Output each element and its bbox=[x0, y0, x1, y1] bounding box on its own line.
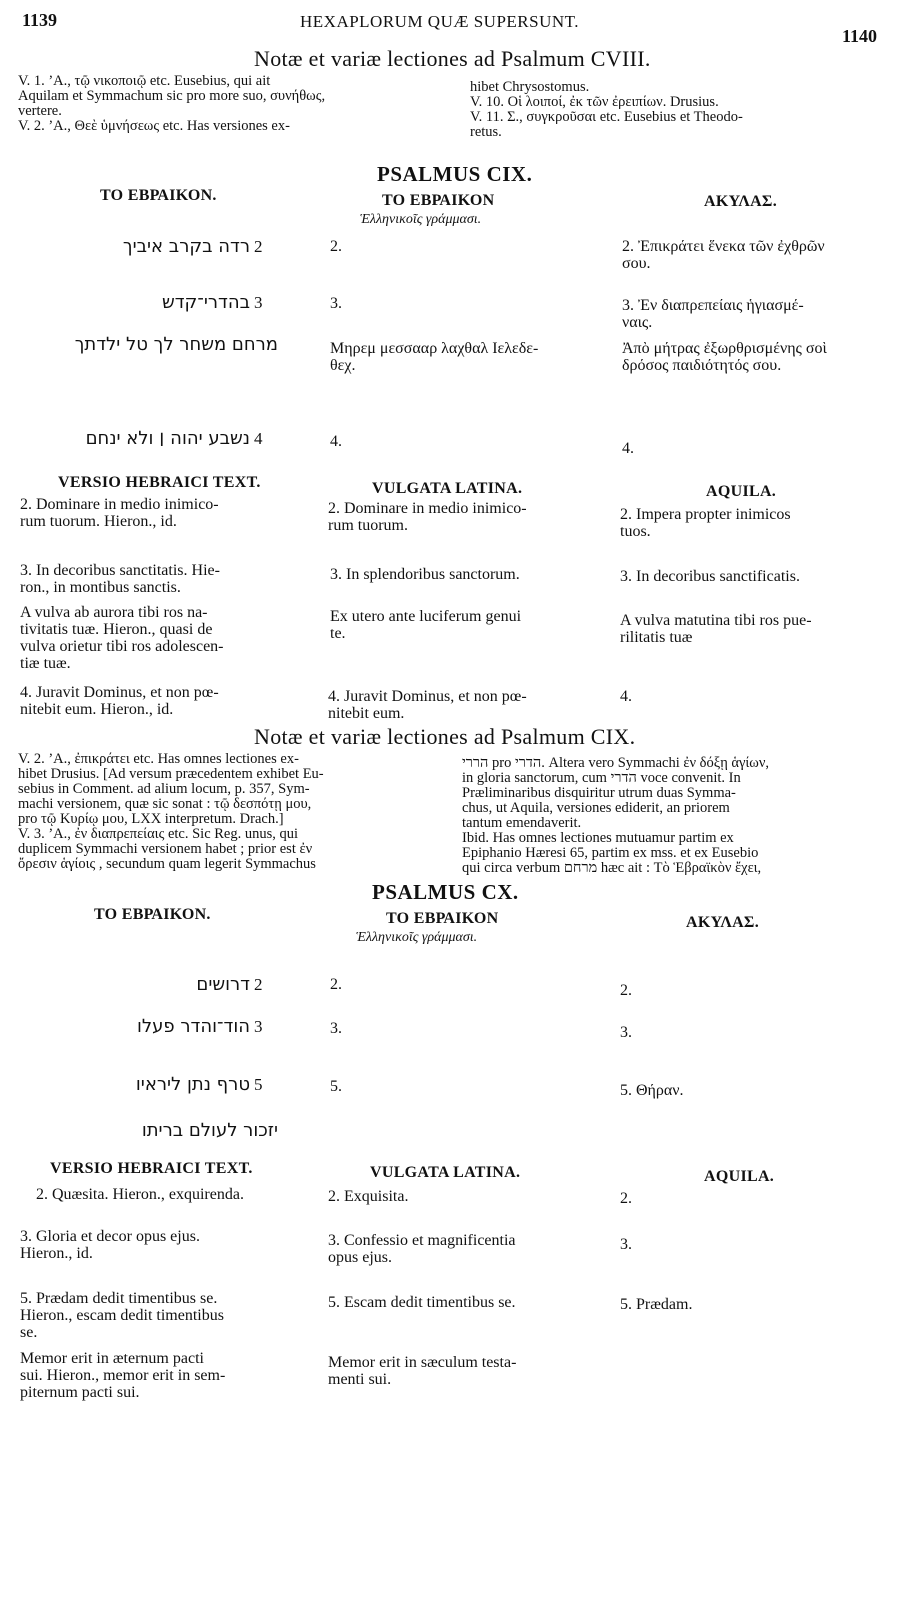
ps109-row-hebrew bbox=[30, 428, 278, 449]
hebrew-verse: בהדרי־קדש bbox=[161, 292, 250, 313]
notes-ps109-right: הררי pro הדרי. Altera vero Symmachi ἐν δόξῃ ἁγίων, in gloria sanctorum, cum הדרי voce convenit. In Præliminaribus disquiritur utrum duas Symma- chus, ut Aquila, versiones ediderit, an priorem tantum emendaverit. Ibid. Has omnes lectiones mutuamur partim ex Epiphanio Hæresi 65, partim ex mss. et ex Eusebio qui circa verbum מרחם hæc ait : Τὸ Ἑβραϊκὸν ἔχει, bbox=[462, 755, 770, 876]
ps110-row-aquila: 3. bbox=[620, 1024, 632, 1041]
ps109-row-aquila: Ἀπὸ μήτρας ἐξωρθρισμένης σοὶ δρόσος παιδιότητός σου. bbox=[622, 340, 827, 374]
notes-ps108-title: Notæ et variæ lectiones ad Psalmum CVIII. bbox=[254, 46, 651, 71]
ps110-col-greek-letters-title: ΤΟ ΕΒΡΑΙΚΟΝ bbox=[386, 910, 499, 927]
ps110-row-hebrew bbox=[30, 974, 278, 995]
hebrew-verse: יזכור לעולם בריתו bbox=[141, 1120, 278, 1141]
hebrew-verse: נשבע יהוה ׀ ולא ינחם bbox=[85, 428, 250, 449]
ps110-vulgata-row: 2. Exquisita. bbox=[328, 1188, 409, 1205]
ps109-vulgata-row: Ex utero ante luciferum genui te. bbox=[330, 608, 522, 642]
hebrew-verse: הוד־והדר פעלו bbox=[136, 1016, 250, 1037]
ps110-aquila-latin-row: 2. bbox=[620, 1190, 632, 1207]
hebrew-verse: מרחם משחר לך טל ילדתך bbox=[74, 334, 278, 355]
notes-ps109-title: Notæ et variæ lectiones ad Psalmum CIX. bbox=[254, 724, 636, 749]
ps109-vulgata-row: 4. Juravit Dominus, et non pœ- nitebit eum. bbox=[328, 688, 527, 722]
ps110-row-hebrew bbox=[30, 1074, 278, 1095]
ps109-col-hebrew-title: ΤΟ ΕΒΡΑΙΚΟΝ. bbox=[100, 187, 217, 204]
ps109-row-greek-letters: 3. bbox=[330, 295, 342, 312]
ps110-vulgata-row: Memor erit in sæculum testa- menti sui. bbox=[328, 1354, 517, 1388]
ps109-versio-row: 4. Juravit Dominus, et non pœ- nitebit eum. Hieron., id. bbox=[20, 684, 219, 718]
ps110-col-versio-title: VERSIO HEBRAICI TEXT. bbox=[50, 1160, 253, 1177]
psalm-cx-title: PSALMUS CX. bbox=[372, 880, 519, 904]
ps109-col-aquila-latin-title: AQUILA. bbox=[706, 483, 777, 500]
ps109-versio-row: A vulva ab aurora tibi ros na- tivitatis tuæ. Hieron., quasi de vulva orietur tibi ros adolescen- tiæ tuæ. bbox=[20, 604, 224, 672]
hebrew-verse: דרושים bbox=[196, 974, 250, 995]
ps109-versio-row: 3. In decoribus sanctitatis. Hie- ron., in montibus sanctis. bbox=[20, 562, 220, 596]
right-page-number: 1140 bbox=[842, 26, 878, 46]
ps110-versio-row: Memor erit in æternum pacti sui. Hieron., memor erit in sem- piternum pacti sui. bbox=[20, 1350, 226, 1401]
verse-number: 5 bbox=[254, 1075, 263, 1094]
ps109-col-greek-letters-subtitle: Ἑλληνικοῖς γράμμασι. bbox=[360, 212, 482, 227]
left-page-number: 1139 bbox=[22, 10, 58, 30]
ps110-versio-row: 5. Prædam dedit timentibus se. Hieron., escam dedit timentibus se. bbox=[20, 1290, 224, 1341]
ps110-row-greek-letters: 5. bbox=[330, 1078, 342, 1095]
ps109-row-greek-letters: 2. bbox=[330, 238, 342, 255]
ps109-col-vulgata-title: VULGATA LATINA. bbox=[372, 480, 523, 497]
ps109-col-versio-title: VERSIO HEBRAICI TEXT. bbox=[58, 474, 261, 491]
ps110-col-greek-letters-subtitle: Ἑλληνικοῖς γράμμασι. bbox=[356, 930, 478, 945]
ps110-row-aquila: 5. Θήραν. bbox=[620, 1082, 684, 1099]
hebrew-verse: טרף נתן ליראיו bbox=[135, 1074, 250, 1095]
ps109-row-aquila: 4. bbox=[622, 440, 634, 457]
verse-number: 4 bbox=[254, 429, 263, 448]
notes-ps108-left: V. 1. ’A., τῷ νικοποιῷ etc. Eusebius, qui ait Aquilam et Symmachum sic pro more suo, συνήθως, vertere. V. 2. ’A., Θεὲ ὑμνήσεως etc. Has versiones ex- bbox=[18, 73, 326, 134]
verse-number: 2 bbox=[254, 975, 263, 994]
running-title: HEXAPLORUM QUÆ SUPERSUNT. bbox=[300, 12, 580, 31]
ps110-vulgata-row: 5. Escam dedit timentibus se. bbox=[328, 1294, 516, 1311]
ps109-row-hebrew bbox=[30, 236, 278, 257]
ps110-row-aquila: 2. bbox=[620, 982, 632, 999]
ps109-aquila-latin-row: 3. In decoribus sanctificatis. bbox=[620, 568, 800, 585]
ps109-vulgata-row: 2. Dominare in medio inimico- rum tuorum. bbox=[328, 500, 527, 534]
ps109-row-greek-letters: 4. bbox=[330, 433, 342, 450]
ps110-row-hebrew bbox=[30, 1016, 278, 1037]
verse-number: 3 bbox=[254, 293, 263, 312]
ps109-row-aquila: 3. Ἐν διαπρεπείαις ἡγιασμέ- ναις. bbox=[622, 297, 804, 331]
ps110-versio-row: 3. Gloria et decor opus ejus. Hieron., id. bbox=[20, 1228, 200, 1262]
ps110-vulgata-row: 3. Confessio et magnificentia opus ejus. bbox=[328, 1232, 516, 1266]
verse-number: 2 bbox=[254, 237, 263, 256]
ps109-row-hebrew bbox=[30, 334, 278, 355]
ps109-row-hebrew bbox=[30, 292, 278, 313]
ps109-col-greek-letters-title: ΤΟ ΕΒΡΑΙΚΟΝ bbox=[382, 192, 495, 209]
ps109-col-aquila-title: ΑΚΥΛΑΣ. bbox=[704, 193, 777, 210]
hebrew-verse: רדה בקרב איביך bbox=[122, 236, 250, 257]
ps109-row-aquila: 2. Ἐπικράτει ἕνεκα τῶν ἐχθρῶν σου. bbox=[622, 238, 825, 272]
ps109-aquila-latin-row: A vulva matutina tibi ros pue- rilitatis tuæ bbox=[620, 612, 812, 646]
ps110-col-hebrew-title: ΤΟ ΕΒΡΑΙΚΟΝ. bbox=[94, 906, 211, 923]
ps109-aquila-latin-row: 4. bbox=[620, 688, 632, 705]
ps109-aquila-latin-row: 2. Impera propter inimicos tuos. bbox=[620, 506, 791, 540]
ps110-row-greek-letters: 3. bbox=[330, 1020, 342, 1037]
ps110-col-aquila-latin-title: AQUILA. bbox=[704, 1168, 775, 1185]
ps110-row-greek-letters: 2. bbox=[330, 976, 342, 993]
ps110-col-aquila-title: ΑΚΥΛΑΣ. bbox=[686, 914, 759, 931]
ps110-versio-row: 2. Quæsita. Hieron., exquirenda. bbox=[36, 1186, 244, 1203]
verse-number: 3 bbox=[254, 1017, 263, 1036]
ps109-row-greek-letters: Μηρεμ μεσσααρ λαχθαλ Ιελεδε- θεχ. bbox=[330, 340, 539, 374]
ps110-col-vulgata-title: VULGATA LATINA. bbox=[370, 1164, 521, 1181]
notes-ps109-left: V. 2. ’A., ἐπικράτει etc. Has omnes lectiones ex- hibet Drusius. [Ad versum præcedentem exhibet Eu- sebius in Comment. ad alium locum, p. 357, Sym- machi versionem, quæ sic sonat : τῷ δεσπότῃ μου, pro τῷ Κυρίῳ μου, LXX interpretum. Drach.] V. 3. ’A., ἐν διαπρεπείαις etc. Sic Reg. unus, qui duplicem Symmachi versionem habet ; prior est ἐν ὄρεσιν ἁγίοις , secundum quam legerit Symmachus bbox=[18, 751, 324, 872]
ps109-vulgata-row: 3. In splendoribus sanctorum. bbox=[330, 566, 520, 583]
notes-ps108-right: hibet Chrysostomus. V. 10. Οἱ λοιποί, ἐκ τῶν ἐρειπίων. Drusius. V. 11. Σ., συγκροῦσαι etc. Eusebius et Theodo- retus. bbox=[470, 79, 743, 140]
ps110-aquila-latin-row: 5. Prædam. bbox=[620, 1296, 693, 1313]
ps109-versio-row: 2. Dominare in medio inimico- rum tuorum. Hieron., id. bbox=[20, 496, 219, 530]
psalm-cix-title: PSALMUS CIX. bbox=[377, 162, 533, 186]
ps110-row-hebrew bbox=[30, 1120, 278, 1141]
ps110-aquila-latin-row: 3. bbox=[620, 1236, 632, 1253]
